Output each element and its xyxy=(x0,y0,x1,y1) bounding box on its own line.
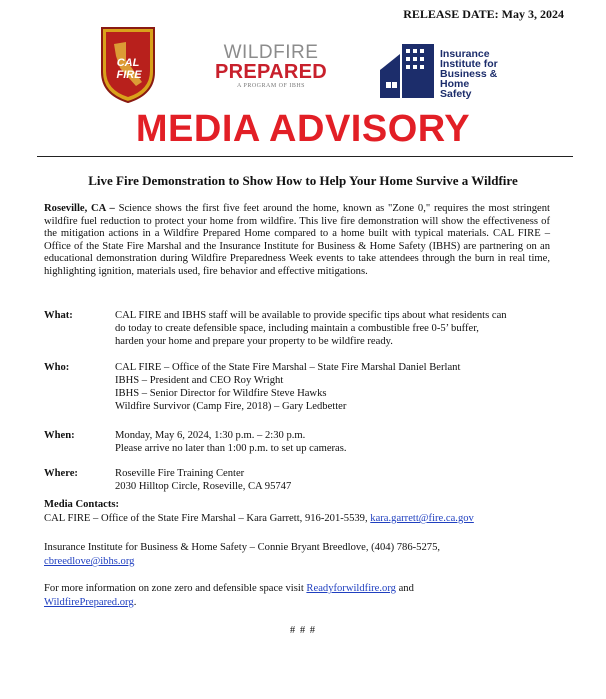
header-divider xyxy=(37,156,573,157)
intro-text: Science shows the first five feet around the home, known as "Zone 0," requires the most stringent wildfire fuel reduction to protect your home from wildfire. This live fire demonstration will show the effectiveness of the mitigation actions in a Wildfire Prepared Home compared to a home built with typical materials. CAL FIRE –Office of the State Fire Marshal and the Insurance Institute for Business & Home Safety (IBHS) are partnering on an educational demonstration during Wildfire Preparedness Week events to take attendees through the burn in real time, highlighting ignition, materials used, fire behavior and effective mitigations. xyxy=(44,203,550,277)
readyforwildfire-link[interactable]: Readyforwildfire.org xyxy=(306,583,396,594)
when-line: Please arrive no later than 1:00 p.m. to set up cameras. xyxy=(115,443,347,454)
wfp-logo-word1: WILDFIRE xyxy=(223,42,319,63)
more-info-period: . xyxy=(133,597,137,608)
media-advisory-headline: MEDIA ADVISORY xyxy=(135,108,471,150)
where-label: Where: xyxy=(44,468,78,479)
ibhs-logo-text xyxy=(440,49,498,99)
calfire-logo xyxy=(98,24,158,104)
wildfire-prepared-logo xyxy=(205,42,337,94)
who-details xyxy=(115,361,565,413)
calfire-logo-word2: FIRE xyxy=(116,69,142,81)
who-line: IBHS – President and CEO Roy Wright xyxy=(115,375,284,386)
what-details xyxy=(115,309,565,348)
who-line: Wildfire Survivor (Camp Fire, 2018) – Gary Ledbetter xyxy=(115,401,347,412)
ibhs-contact-email-line xyxy=(44,555,134,568)
where-line: Roseville Fire Training Center xyxy=(115,468,245,479)
who-label: Who: xyxy=(44,362,70,373)
when-line: Monday, May 6, 2024, 1:30 p.m. – 2:30 p.m. xyxy=(115,430,306,441)
when-details xyxy=(115,429,565,455)
when-label: When: xyxy=(44,430,75,441)
ibhs-house-icon xyxy=(378,40,436,100)
more-info-line xyxy=(44,582,414,595)
calfire-email-link[interactable]: kara.garrett@fire.ca.gov xyxy=(370,513,474,524)
what-line: harden your home and prepare your property to be wildfire ready. xyxy=(115,336,393,347)
calfire-logo-word1: CAL xyxy=(116,57,140,69)
ibhs-logo-line: Home xyxy=(440,78,470,90)
ibhs-contact: Insurance Institute for Business & Home Safety – Connie Bryant Breedlove, (404) 786-5275, xyxy=(44,542,441,553)
what-line: CAL FIRE and IBHS staff will be available to provide specific tips about what residents can xyxy=(115,310,507,321)
media-contacts-heading: Media Contacts: xyxy=(44,499,120,510)
wfp-logo-word2: PREPARED xyxy=(214,61,328,83)
who-line: CAL FIRE – Office of the State Fire Marshal – State Fire Marshal Daniel Berlant xyxy=(115,362,461,373)
end-mark: # # # xyxy=(289,625,317,636)
intro-paragraph xyxy=(44,203,550,279)
more-info-and: and xyxy=(395,583,414,594)
who-line: IBHS – Senior Director for Wildfire Steve Hawks xyxy=(115,388,327,399)
ibhs-logo-line: Safety xyxy=(440,88,472,100)
what-line: do today to create defensible space, including maintain a combustible free 0-5’ buffer, xyxy=(115,323,479,334)
calfire-contact xyxy=(44,512,474,525)
where-line: 2030 Hilltop Circle, Roseville, CA 95747 xyxy=(115,481,292,492)
wildfireprepared-link[interactable]: WildfirePrepared.org xyxy=(44,597,134,608)
more-info-line-2 xyxy=(44,596,136,609)
ibhs-logo-line: Institute for xyxy=(440,58,498,70)
where-details xyxy=(115,467,565,493)
release-date: RELEASE DATE: May 3, 2024 xyxy=(403,7,564,21)
what-label: What: xyxy=(44,310,73,321)
calfire-contact-text: CAL FIRE – Office of the State Fire Marshal – Kara Garrett, 916-201-5539, xyxy=(44,513,371,524)
advisory-title: Live Fire Demonstration to Show How to Help Your Home Survive a Wildfire xyxy=(88,173,518,188)
ibhs-logo-line: Insurance xyxy=(440,48,490,60)
more-info-text: For more information on zone zero and defensible space visit xyxy=(44,583,307,594)
ibhs-logo-line: Business & xyxy=(440,68,498,80)
dateline: Roseville, CA – xyxy=(44,203,115,214)
wfp-logo-subtitle: A PROGRAM OF IBHS xyxy=(236,83,306,89)
ibhs-logo xyxy=(378,40,518,102)
ibhs-email-link[interactable]: cbreedlove@ibhs.org xyxy=(44,556,135,567)
